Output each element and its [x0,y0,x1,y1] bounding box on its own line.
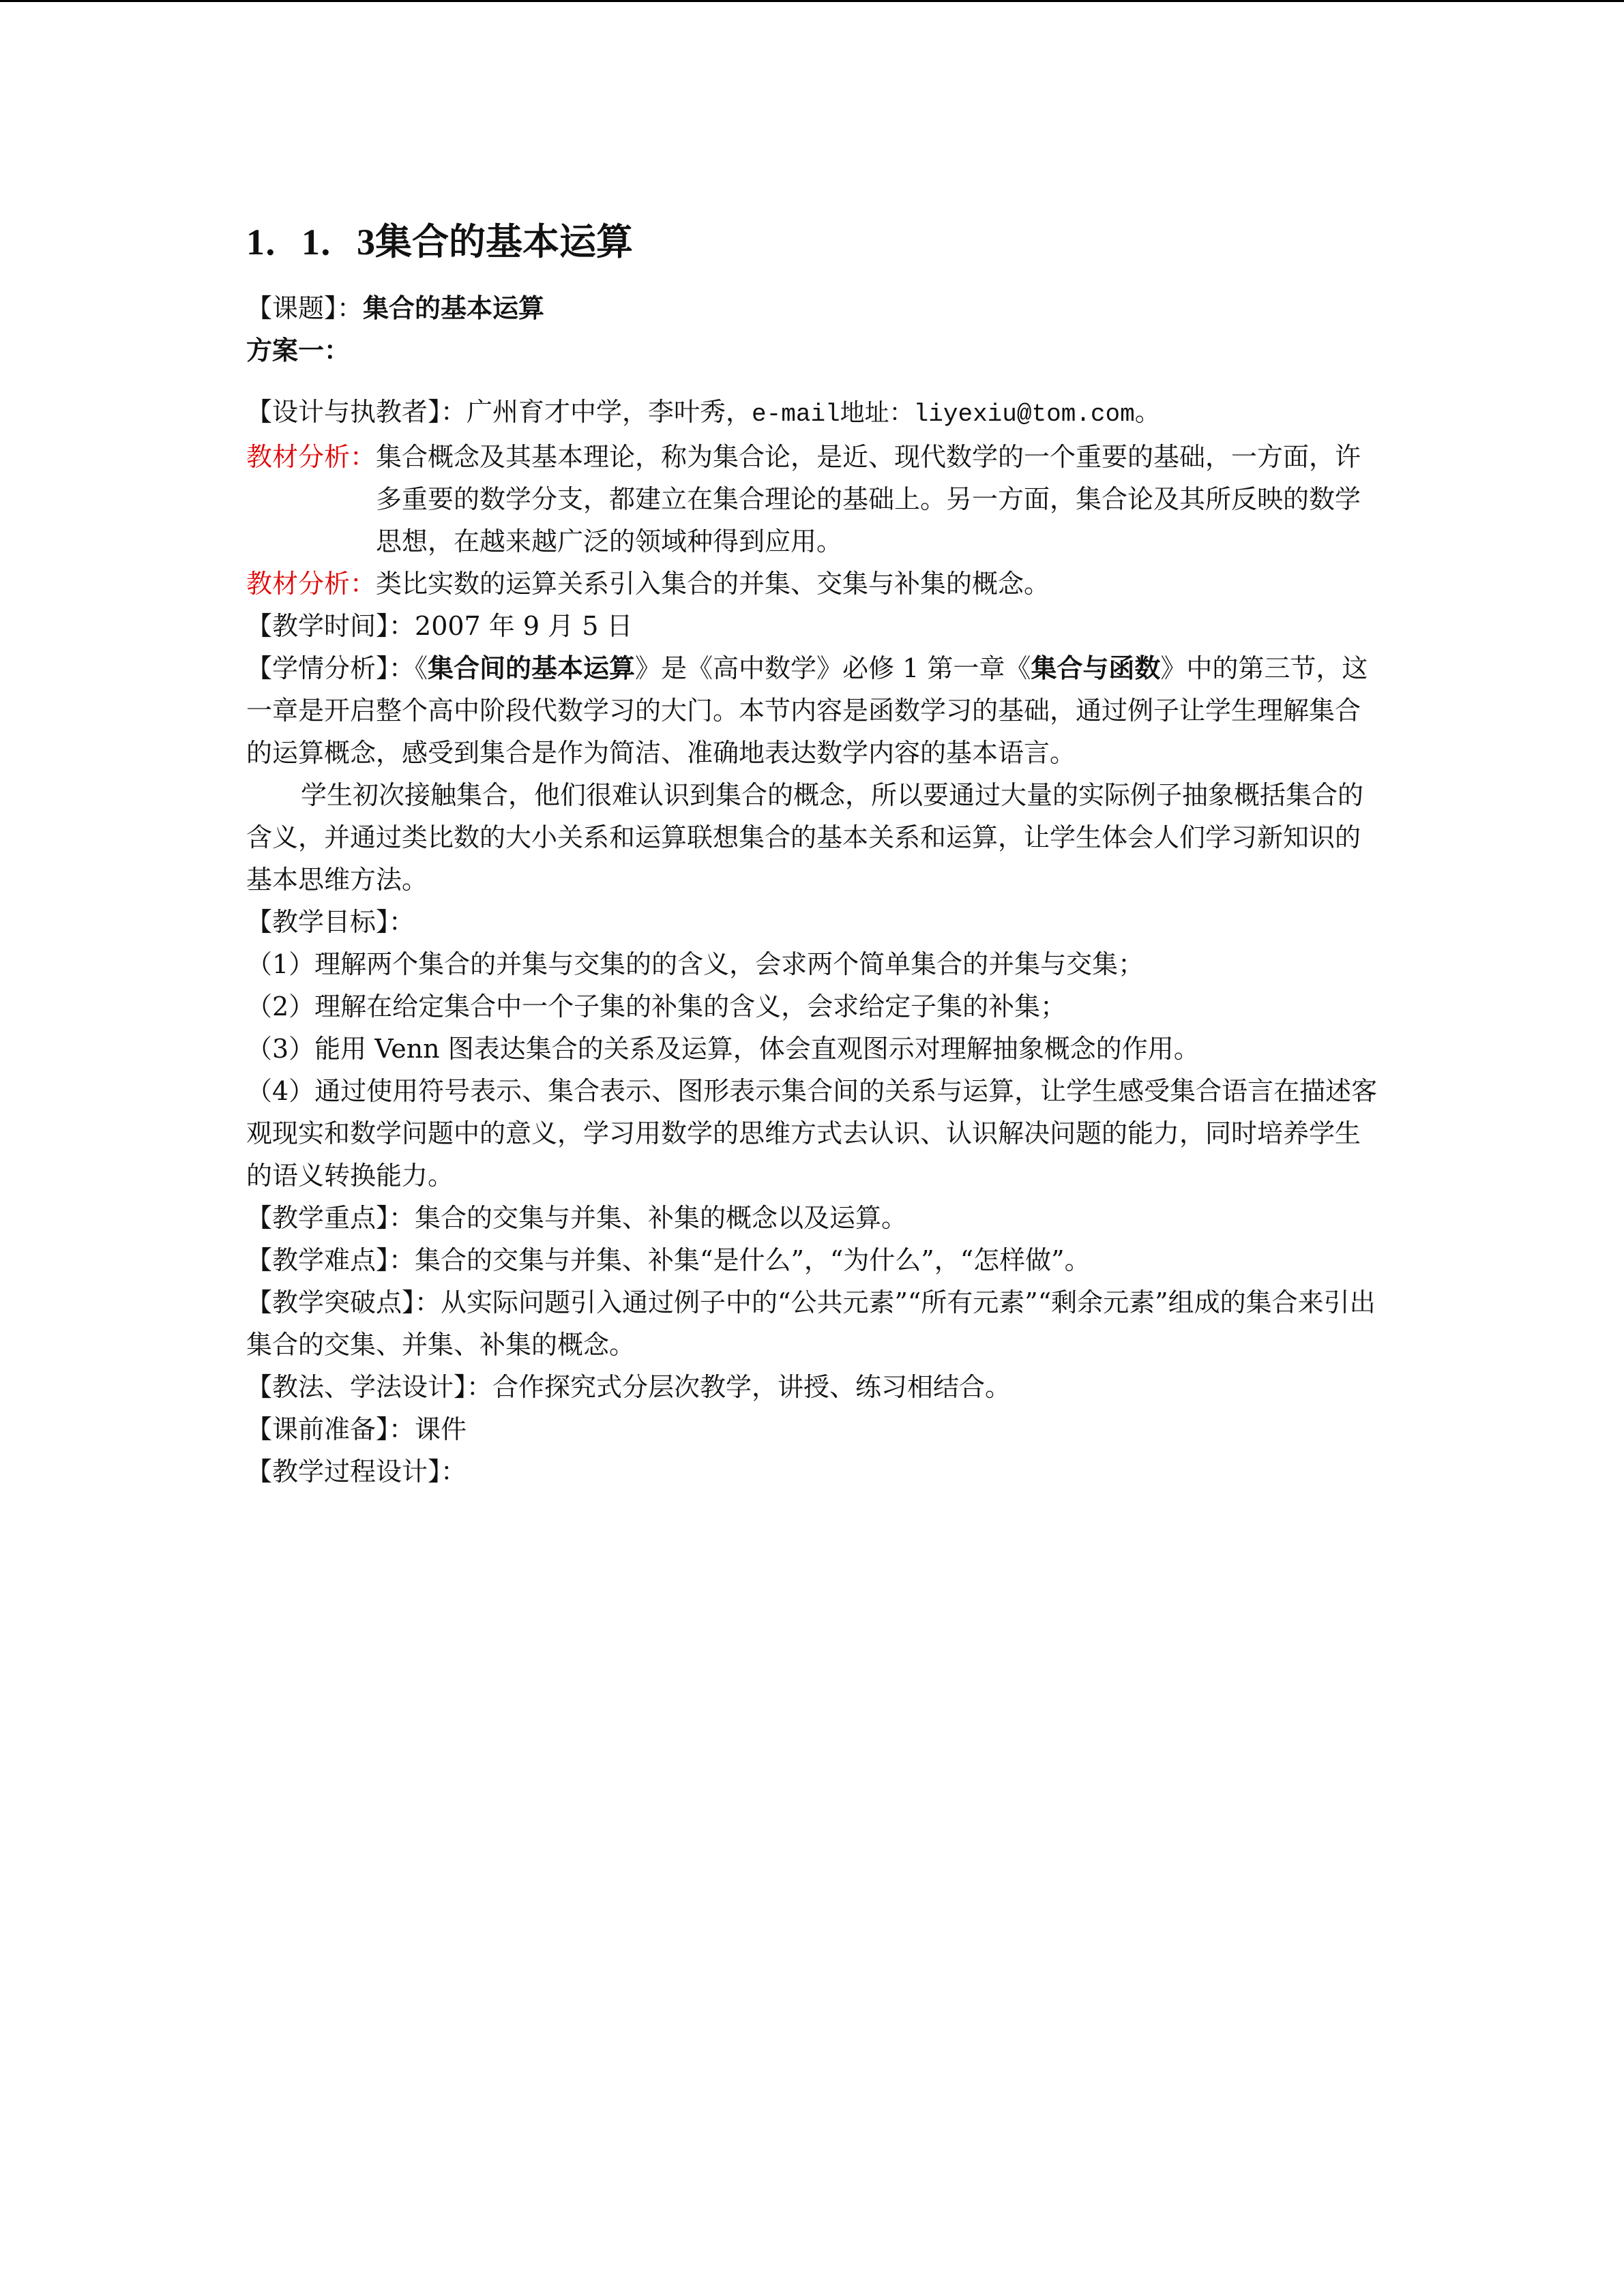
breakthrough-label: 【教学突破点】： [246,1287,441,1317]
email-label: e-mail地址： [752,400,914,428]
subject-label: 【课题】： [246,293,364,323]
difficulty-value: 集合的交集与并集、补集“是什么”，“为什么”，“怎样做”。 [415,1245,1091,1275]
student-analysis-text-c: 》是《高中数学》必修 1 第一章《 [635,653,1031,683]
goals-label: 【教学目标】： [246,907,415,937]
key-point-line [246,1197,1378,1239]
goal-item: （2）理解在给定集合中一个子集的补集的含义，会求给定子集的补集； [246,992,1067,1022]
goal-item: （1）理解两个集合的并集与交集的的含义，会求两个简单集合的并集与交集； [246,949,1145,979]
email-address: liyexiu@tom.com [913,400,1135,428]
subject-line [246,287,1378,329]
process-line [246,1450,1378,1493]
key-point-value: 集合的交集与并集、补集的概念以及运算。 [415,1203,908,1233]
goal-item: （4）通过使用符号表示、集合表示、图形表示集合间的关系与运算，让学生感受集合语言在描述客观现实和数学问题中的意义，学习用数学的思维方式去认识、认识解决问题的能力，同时培养学生的语义转换能力。 [246,1076,1378,1191]
difficulty-label: 【教学难点】： [246,1245,415,1275]
method-label: 【教法、学法设计】： [246,1372,493,1402]
designer-school: 广州育才中学，李叶秀， [467,397,752,427]
material-analysis-2-text: 类比实数的运算关系引入集合的并集、交集与补集的概念。 [376,569,1050,599]
goal-item: （3）能用 Venn 图表达集合的关系及运算，体会直观图示对理解抽象概念的作用。 [246,1034,1200,1064]
student-analysis-text-d: 》中的第三节，这一章是开启整个高中阶段代数学习的大门。本节内容是函数学习的基础，通过例子让学生理解集合的运算概念，感受到集合是作为简洁、准确地表达数学内容的基本语言。 [246,653,1368,768]
process-label: 【教学过程设计】： [246,1457,467,1487]
student-analysis-bold-2: 集合与函数 [1031,653,1161,683]
prep-label: 【课前准备】： [246,1414,415,1444]
teaching-time-label: 【教学时间】： [246,611,415,641]
designer-end: 。 [1134,397,1161,427]
page-title: 1．1．3集合的基本运算 [246,222,633,263]
prep-line [246,1408,1378,1450]
student-analysis-bold-1: 集合间的基本运算 [428,653,636,683]
material-analysis-1-text: 集合概念及其基本理论，称为集合论，是近、现代数学的一个重要的基础，一方面，许多重要的数学分支，都建立在集合理论的基础上。另一方面，集合论及其所反映的数学思想，在越来越广泛的领域种得到应用。 [376,442,1361,556]
prep-value: 课件 [415,1414,467,1444]
document-page [0,2,1624,2296]
student-analysis-paragraph [246,647,1378,774]
teaching-time-line [246,605,1378,647]
key-point-label: 【教学重点】： [246,1203,415,1233]
material-analysis-1-label: 教材分析： [246,442,377,472]
method-line [246,1366,1378,1408]
teaching-time-value: 2007 年 9 月 5 日 [415,611,633,641]
student-analysis-text-a: 《 [415,653,428,683]
material-analysis-1 [246,436,1378,563]
material-analysis-2-label: 教材分析： [246,569,377,599]
material-analysis-2 [246,563,1378,605]
document-body [246,218,1378,1493]
difficulty-line [246,1239,1378,1281]
designer-label: 【设计与执教者】： [246,397,467,427]
breakthrough-line [246,1281,1378,1366]
student-analysis-paragraph-2: 学生初次接触集合，他们很难认识到集合的概念，所以要通过大量的实际例子抽象概括集合的含义，并通过类比数的大小关系和运算联想集合的基本关系和运算，让学生体会人们学习新知识的基本思维方法。 [246,780,1364,895]
method-value: 合作探究式分层次教学，讲授、练习相结合。 [492,1372,1012,1402]
designer-line [246,391,1378,436]
student-analysis-label: 【学情分析】： [246,653,415,683]
plan-heading: 方案一： [246,335,351,366]
subject-value: 集合的基本运算 [363,293,545,323]
breakthrough-value: 从实际问题引入通过例子中的“公共元素”“所有元素”“剩余元素”组成的集合来引出集合的交集、并集、补集的概念。 [246,1287,1376,1360]
